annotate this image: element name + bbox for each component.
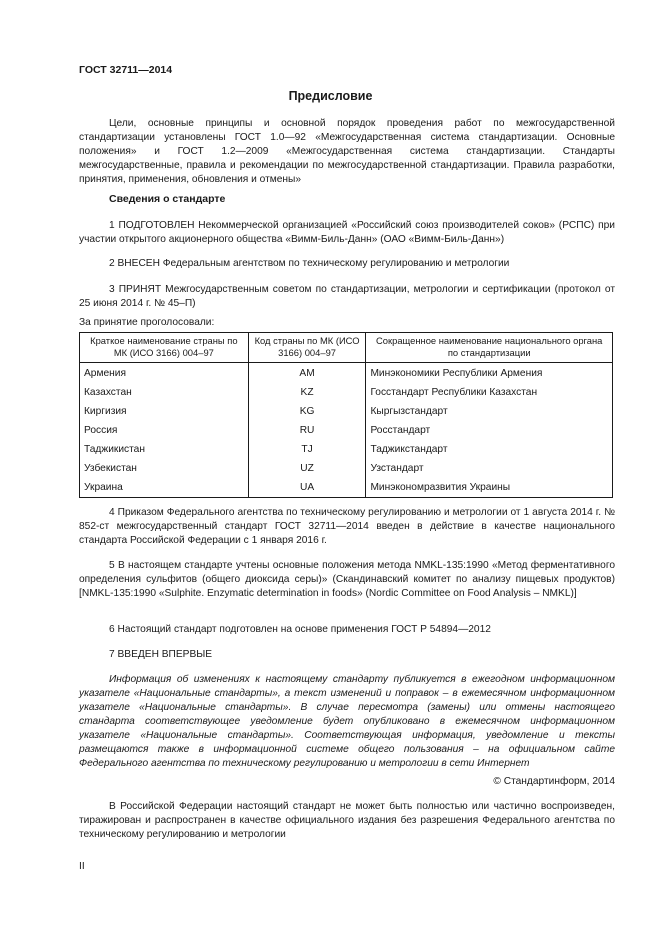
copyright: © Стандартинформ, 2014	[493, 776, 615, 787]
row-code: TJ	[248, 440, 366, 459]
row-country: Казахстан	[80, 383, 249, 402]
row-code: UZ	[248, 459, 366, 478]
reproduction-notice: В Российской Федерации настоящий стандарт не может быть полностью или частично воспроизведен, тиражирован и распространен в качестве официального издания без разрешения Федерального агентства по техническому регулированию и метрологии	[79, 801, 615, 840]
row-body: Минэкономразвития Украины	[366, 478, 613, 498]
row-code: UA	[248, 478, 366, 498]
row-country: Узбекистан	[80, 459, 249, 478]
row-country: Киргизия	[80, 402, 249, 421]
row-body: Минэкономики Республики Армения	[366, 363, 613, 384]
table-row	[80, 459, 613, 478]
row-code: RU	[248, 421, 366, 440]
row-body: Кыргызстандарт	[366, 402, 613, 421]
row-code: AM	[248, 363, 366, 384]
table-row	[80, 440, 613, 459]
info-item-5: 5 В настоящем стандарте учтены основные положения метода NMKL-135:1990 «Метод ферментативного определения сульфитов (общего диоксида серы)» (Скандинавский комитет по анализу пищевых продуктов) [NMKL-135:1990 «Sulphite. Enzymatic determination in foods» (Nordic Committee on Food Analysis – NMKL)]	[79, 560, 615, 599]
table-row	[80, 383, 613, 402]
table-row	[80, 363, 613, 384]
foreword-intro: Цели, основные принципы и основной порядок проведения работ по межгосударственной стандартизации установлены ГОСТ 1.0—92 «Межгосударственная система стандартизации. Основные положения» и ГОСТ 1.2—2009 «Межгосударственная система стандартизации. Стандарты межгосударственные, правила и рекомендации по межгосударственной стандартизации. Правила разработки, принятия, применения, обновления и отмены»	[79, 118, 615, 185]
vote-label: За принятие проголосовали:	[79, 317, 215, 328]
row-code: KG	[248, 402, 366, 421]
header-country: Краткое наименование страны по МК (ИСО 3166) 004–97	[80, 333, 249, 363]
info-item-4: 4 Приказом Федерального агентства по техническому регулированию и метрологии от 1 августа 2014 г. № 852-ст межгосударственный стандарт ГОСТ 32711—2014 введен в действие в качестве национального стандарта Российской Федерации с 1 января 2016 г.	[79, 507, 615, 546]
row-code: KZ	[248, 383, 366, 402]
info-item-6: 6 Настоящий стандарт подготовлен на основе применения ГОСТ Р 54894—2012	[109, 624, 491, 635]
info-item-7: 7 ВВЕДЕН ВПЕРВЫЕ	[109, 649, 213, 660]
table-row	[80, 478, 613, 498]
vote-table	[79, 332, 613, 498]
foreword-title: Предисловие	[288, 89, 373, 103]
changes-notice: Информация об изменениях к настоящему стандарту публикуется в ежегодном информационном указателе «Национальные стандарты», а текст изменений и поправок – в ежемесячном информационном указателе «Национальные стандарты». В случае пересмотра (замены) или отмены настоящего стандарта соответствующее уведомление будет опубликовано в ежемесячном информационном указателе «Национальные стандарты». Соответствующая информация, уведомление и тексты размещаются также в информационной системе общего пользования – на официальном сайте Федерального агентства по техническому регулированию и метрологии в сети Интернет	[79, 674, 615, 769]
info-item-1: 1 ПОДГОТОВЛЕН Некоммерческой организацией «Российский союз производителей соков» (РСПС) при участии открытого акционерного общества «Вимм-Биль-Данн» (ОАО «Вимм-Биль-Данн»)	[79, 220, 615, 245]
row-country: Украина	[80, 478, 249, 498]
row-country: Армения	[80, 363, 249, 384]
row-country: Таджикистан	[80, 440, 249, 459]
row-body: Таджикстандарт	[366, 440, 613, 459]
table-row	[80, 402, 613, 421]
document-code: ГОСТ 32711—2014	[79, 64, 173, 76]
header-code: Код страны по МК (ИСО 3166) 004–97	[248, 333, 366, 363]
row-body: Узстандарт	[366, 459, 613, 478]
header-body: Сокращенное наименование национального органа по стандартизации	[366, 333, 613, 363]
info-item-3: 3 ПРИНЯТ Межгосударственным советом по стандартизации, метрологии и сертификации (протокол от 25 июня 2014 г. № 45–П)	[79, 284, 615, 309]
vote-table-header	[80, 333, 613, 363]
row-body: Госстандарт Республики Казахстан	[366, 383, 613, 402]
row-country: Россия	[80, 421, 249, 440]
standard-info-heading: Сведения о стандарте	[109, 193, 226, 205]
info-item-2: 2 ВНЕСЕН Федеральным агентством по техническому регулированию и метрологии	[109, 258, 510, 269]
page-number: II	[79, 861, 85, 872]
row-body: Росстандарт	[366, 421, 613, 440]
table-row	[80, 421, 613, 440]
